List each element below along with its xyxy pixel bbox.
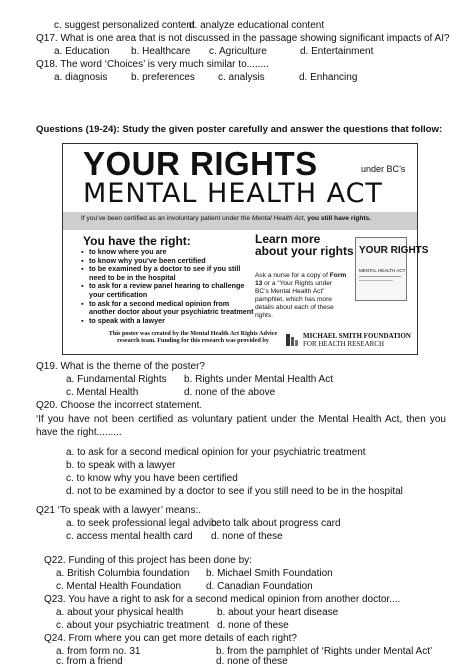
q22-option-a: a. British Columbia foundation	[56, 568, 190, 579]
q20-option-b: b. to speak with a lawyer	[66, 460, 176, 471]
q20-option-d: d. not to be examined by a doctor to see if you still need to be in the hospital	[66, 486, 403, 497]
q24-option-c: c. from a friend	[56, 656, 123, 667]
q17-option-d: d. Entertainment	[300, 46, 374, 57]
poster-foundation	[303, 332, 411, 348]
poster-ask-post: or a “Your Rights under BC’s Mental Health Act” pamphlet, which has more details about each of these rights.	[255, 280, 334, 319]
q18-option-b: b. preferences	[131, 72, 195, 83]
poster-ask-text	[255, 272, 347, 320]
q23-option-d: d. none of these	[217, 620, 289, 631]
booklet-title: YOUR RIGHTS	[359, 245, 429, 256]
q21-option-a: a. to seek professional legal advice	[66, 518, 222, 529]
section-heading: Questions (19-24): Study the given poster carefully and answer the questions that follow:	[36, 124, 443, 135]
q19-option-d: d. none of the above	[184, 387, 276, 398]
q17-option-a: a. Education	[54, 46, 110, 57]
q18-option-a: a. diagnosis	[54, 72, 108, 83]
q23-option-b: b. about your heart disease	[217, 607, 339, 618]
poster-banner	[63, 212, 417, 230]
poster-ask-pre: Ask a nurse for a copy of	[255, 272, 330, 279]
poster-title-line1: YOUR RIGHTS	[83, 145, 318, 182]
q23-question: Q23. You have a right to ask for a second medical opinion from another doctor....	[44, 594, 401, 605]
foundation-logo-icon	[285, 333, 299, 347]
q22-question: Q22. Funding of this project has been done by:	[44, 555, 252, 566]
q17-option-c: c. Agriculture	[209, 46, 267, 57]
q17-option-b: b. Healthcare	[131, 46, 191, 57]
q17-question: Q17. What is one area that is not discussed in the passage showing significant impacts of AI?	[36, 33, 450, 44]
foundation-name: MICHAEL SMITH FOUNDATION	[303, 332, 411, 340]
q24-option-a: a. from form no. 31	[56, 646, 141, 657]
q23-option-c: c. about your psychiatric treatment	[56, 620, 209, 631]
q16-option-d: d. analyze educational content	[189, 20, 325, 31]
q18-option-d: d. Enhancing	[299, 72, 358, 83]
q24-option-b: b. from the pamphlet of ‘Rights under Mental Act’	[216, 646, 433, 657]
poster-right-item: ▪ to know where you are	[81, 248, 257, 257]
q21-option-d: d. none of these	[211, 531, 283, 542]
q20-statement: ‘If you have not been certified as voluntary patient under the Mental Health Act, then you have the right.........	[36, 414, 446, 438]
poster-banner-act: Mental Health Act,	[251, 215, 306, 222]
poster-learn-more: Learn more about your rights	[255, 232, 354, 258]
poster-ask-form: Form 13	[255, 272, 347, 287]
q24-option-d: d. none of these	[216, 656, 288, 667]
q22-option-d: d. Canadian Foundation	[206, 581, 313, 592]
poster-right-item: ▪ to ask for a review panel hearing to challenge your certification	[81, 282, 257, 299]
q21-question: Q21 ‘To speak with a lawyer’ means:.	[36, 505, 202, 516]
booklet-line	[359, 276, 401, 277]
q19-question: Q19. What is the theme of the poster?	[36, 361, 205, 372]
poster-right-item: ▪ to know why you’ve been certified	[81, 257, 257, 266]
q18-question: Q18. The word ‘Choices’ is very much similar to........	[36, 59, 269, 70]
q16-option-c: c. suggest personalized content	[54, 20, 195, 31]
poster-title-line2: MENTAL HEALTH ACT	[83, 178, 383, 209]
foundation-sub: FOR HEALTH RESEARCH	[303, 340, 385, 348]
poster-booklet-image	[355, 237, 429, 301]
q20-question: Q20. Choose the incorrect statement.	[36, 400, 203, 411]
poster-banner-post: you still have rights.	[305, 215, 372, 222]
rights-poster	[62, 143, 429, 355]
poster-under-bc: under BC’s	[361, 164, 406, 174]
q20-option-a: a. to ask for a second medical opinion for your psychiatric treatment	[66, 447, 366, 458]
q20-option-c: c. to know why you have been certified	[66, 473, 238, 484]
q24-question: Q24. From where you can get more details of each right?	[44, 633, 297, 644]
poster-banner-text	[81, 215, 371, 222]
q21-option-c: c. access mental health card	[66, 531, 193, 542]
poster-banner-pre: If you’ve been certified as an involuntary patient under the	[81, 215, 252, 222]
poster-rights-list	[81, 248, 257, 325]
poster-right-item: ▪ to ask for a second medical opinion from another doctor about your psychiatric treatment	[81, 300, 257, 317]
q19-option-b: b. Rights under Mental Health Act	[184, 374, 333, 385]
poster-rights-heading: You have the right:	[83, 234, 191, 248]
poster-right-item: ▪ to be examined by a doctor to see if you still need to be in the hospital	[81, 265, 257, 282]
q21-option-b: b. to talk about progress card	[211, 518, 341, 529]
booklet-subtitle: MENTAL HEALTH ACT	[359, 268, 406, 273]
poster-footer: This poster was created by the Mental Health Act Rights Advice research team. Funding for this research was provided by	[108, 330, 278, 344]
q22-option-b: b. Michael Smith Foundation	[206, 568, 333, 579]
q19-option-c: c. Mental Health	[66, 387, 139, 398]
booklet-line	[359, 280, 393, 281]
q22-option-c: c. Mental Health Foundation	[56, 581, 182, 592]
poster-right-item: ▪ to speak with a lawyer	[81, 317, 257, 326]
q18-option-c: c. analysis	[218, 72, 265, 83]
q19-option-a: a. Fundamental Rights	[66, 374, 167, 385]
q23-option-a: a. about your physical health	[56, 607, 184, 618]
